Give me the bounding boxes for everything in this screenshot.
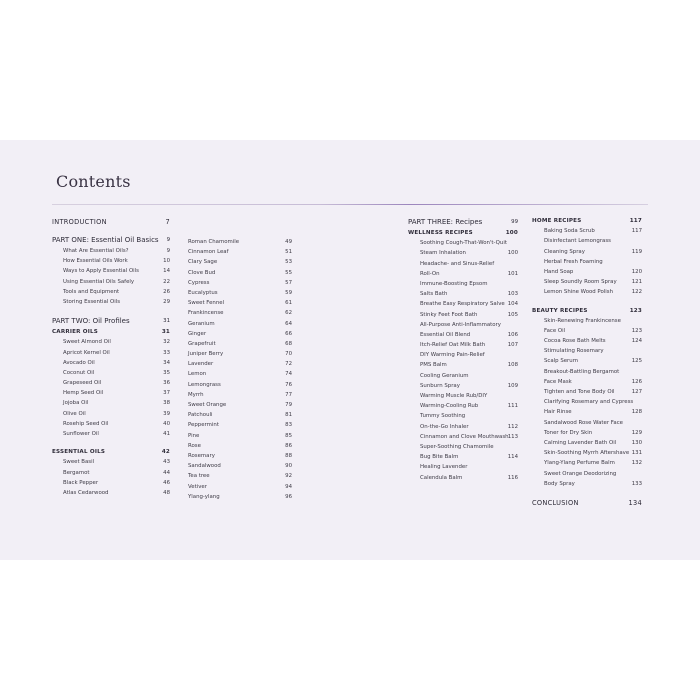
toc-entry-title: Roman Chamomile xyxy=(188,239,240,245)
toc-entry-page: 124 xyxy=(631,338,642,345)
toc-entry-title: Sweet Orange xyxy=(188,402,227,408)
toc-entry-title: Face Mask xyxy=(544,378,572,385)
toc-entry[interactable] xyxy=(532,316,642,326)
toc-entry-title: Scalp Serum xyxy=(544,358,578,365)
toc-entry-title: Stinky Feet Foot Bath xyxy=(420,311,478,318)
toc-entry-title: Apricot Kernel Oil xyxy=(63,349,110,356)
toc-entry-page: 133 xyxy=(631,480,642,487)
toc-entry-page: 101 xyxy=(507,270,518,277)
toc-list-wellness-recipes xyxy=(408,238,518,483)
toc-entry-title: Sandalwood Rose Water Face xyxy=(544,419,623,426)
toc-entry[interactable] xyxy=(188,308,292,318)
toc-entry-page: 22 xyxy=(163,278,170,285)
toc-entry-title: Cypress xyxy=(188,279,210,286)
toc-entry-page: 129 xyxy=(631,429,642,436)
toc-entry-title: Rose xyxy=(188,442,201,449)
toc-entry-title: Patchouli xyxy=(188,412,213,419)
toc-entry-title: All-Purpose Anti-Inflammatory xyxy=(420,321,501,328)
toc-entry-page: 55 xyxy=(285,269,292,276)
toc-entry-title: Bug Bite Balm xyxy=(420,454,459,461)
toc-entry[interactable] xyxy=(408,269,518,279)
toc-entry-page: 33 xyxy=(163,349,170,356)
toc-entry-page: 131 xyxy=(631,450,642,457)
toc-entry[interactable] xyxy=(52,277,170,287)
toc-entry-page: 51 xyxy=(285,249,292,256)
toc-section-beauty-recipes[interactable]: BEAUTY RECIPES 123 xyxy=(532,307,642,314)
toc-entry-title: Essential Oil Blend xyxy=(420,331,471,338)
toc-entry[interactable] xyxy=(52,478,170,488)
toc-entry-title: Tummy Soothing xyxy=(420,413,466,420)
toc-entry-title: Lemon xyxy=(188,371,207,378)
toc-entry-title: Itch-Relief Oat Milk Bath xyxy=(420,342,486,349)
toc-entry[interactable] xyxy=(52,457,170,467)
toc-part-two[interactable]: PART TWO: Oil Profiles 31 xyxy=(52,317,170,326)
toc-entry[interactable] xyxy=(52,388,170,398)
toc-entry-title: Black Pepper xyxy=(63,479,99,486)
toc-entry[interactable] xyxy=(408,259,518,269)
page-title: Contents xyxy=(56,172,131,191)
toc-entry[interactable] xyxy=(532,377,642,387)
toc-entry-title: Cleaning Spray xyxy=(544,248,585,255)
toc-list-beauty-recipes xyxy=(532,316,642,489)
toc-entry-page: 123 xyxy=(631,327,642,334)
toc-entry[interactable] xyxy=(52,429,170,439)
toc-part-three[interactable]: PART THREE: Recipes 99 xyxy=(408,218,518,226)
toc-entry-page: 44 xyxy=(163,469,170,476)
toc-entry-page: 36 xyxy=(163,380,170,387)
toc-entry-title: Lemongrass xyxy=(188,381,221,388)
toc-entry-page: 79 xyxy=(285,402,292,408)
toc-entry[interactable] xyxy=(408,442,518,452)
toc-entry-page: 120 xyxy=(631,268,642,275)
toc-entry-title: On-the-Go Inhaler xyxy=(420,423,469,430)
toc-entry[interactable] xyxy=(52,488,170,498)
toc-entry[interactable] xyxy=(532,397,642,407)
toc-entry[interactable] xyxy=(52,337,170,347)
toc-entry[interactable] xyxy=(188,400,292,410)
toc-entry-page: 121 xyxy=(631,279,642,286)
toc-entry-title: Super-Soothing Chamomile xyxy=(420,443,494,450)
toc-entry[interactable] xyxy=(188,349,292,359)
toc-entry[interactable] xyxy=(188,288,292,298)
toc-entry[interactable] xyxy=(532,267,642,277)
toc-entry-title: Juniper Berry xyxy=(188,351,224,358)
toc-entry-title: Sleep Soundly Room Spray xyxy=(544,279,617,286)
toc-entry-page: 46 xyxy=(163,479,170,486)
toc-entry-page: 109 xyxy=(507,382,518,389)
toc-entry[interactable] xyxy=(188,461,292,471)
toc-entry-title: Roll-On xyxy=(420,270,440,277)
toc-entry[interactable] xyxy=(188,247,292,257)
toc-entry-title: Olive Oil xyxy=(63,410,86,417)
toc-entry-page: 114 xyxy=(507,454,518,461)
toc-entry-title: Tighten and Tone Body Oil xyxy=(544,389,615,395)
toc-section-home-recipes[interactable]: HOME RECIPES 117 xyxy=(532,218,642,224)
toc-entry[interactable] xyxy=(532,326,642,336)
toc-entry[interactable] xyxy=(52,368,170,378)
toc-entry-title: Ginger xyxy=(188,330,207,337)
toc-entry-page: 53 xyxy=(285,259,292,266)
toc-entry-title: Eucalyptus xyxy=(188,289,218,296)
toc-entry-title: Lavender xyxy=(188,361,214,368)
toc-entry-page: 39 xyxy=(163,410,170,417)
toc-entry-page: 108 xyxy=(507,362,518,369)
toc-entry[interactable] xyxy=(532,469,642,479)
toc-entry-title: Body Spray xyxy=(544,480,575,487)
toc-entry-title: What Are Essential Oils? xyxy=(63,248,129,254)
toc-entry[interactable] xyxy=(408,299,518,309)
toc-entry[interactable] xyxy=(408,401,518,411)
toc-entry-title: Ways to Apply Essential Oils xyxy=(63,268,139,275)
toc-entry-title: Headache- and Sinus-Relief xyxy=(420,260,495,267)
toc-entry-page: 117 xyxy=(631,228,642,235)
toc-entry-title: Atlas Cedarwood xyxy=(63,489,109,496)
toc-entry-page: 81 xyxy=(285,412,292,419)
toc-entry[interactable] xyxy=(532,458,642,468)
toc-entry-page: 68 xyxy=(285,340,292,347)
toc-entry-title: Tea tree xyxy=(188,473,210,480)
toc-entry[interactable] xyxy=(408,289,518,299)
toc-entry-title: Myrrh xyxy=(188,391,204,398)
toc-entry-page: 92 xyxy=(285,473,292,480)
toc-entry[interactable] xyxy=(188,441,292,451)
toc-entry-page: 41 xyxy=(163,431,170,437)
toc-entry-page: 37 xyxy=(163,390,170,397)
toc-entry-title: Disinfectant Lemongrass xyxy=(544,238,611,245)
toc-entry-page: 132 xyxy=(631,460,642,467)
toc-entry-page: 106 xyxy=(507,331,518,338)
toc-entry-page: 61 xyxy=(285,300,292,307)
toc-entry-title: Cooling Geranium xyxy=(420,372,469,379)
toc-entry[interactable] xyxy=(52,266,170,276)
toc-entry-page: 88 xyxy=(285,452,292,459)
toc-entry-title: Sunburn Spray xyxy=(420,382,460,389)
toc-entry-page: 119 xyxy=(631,248,642,255)
toc-entry-title: Breathe Easy Respiratory Salve xyxy=(420,301,505,308)
toc-entry[interactable] xyxy=(408,360,518,370)
toc-entry-title: Sweet Almond Oil xyxy=(63,339,111,346)
toc-entry[interactable] xyxy=(52,378,170,388)
toc-entry-title: Warming Muscle Rub/DIY xyxy=(420,393,488,399)
toc-entry-title: Warming-Cooling Rub xyxy=(420,403,479,410)
toc-entry[interactable] xyxy=(532,247,642,257)
toc-entry-page: 48 xyxy=(163,489,170,496)
toc-part-one[interactable]: PART ONE: Essential Oil Basics 9 xyxy=(52,236,170,244)
toc-entry[interactable] xyxy=(532,387,642,397)
toc-entry[interactable] xyxy=(188,339,292,349)
toc-entry[interactable] xyxy=(408,422,518,432)
toc-entry[interactable] xyxy=(52,468,170,478)
toc-entry[interactable] xyxy=(408,432,518,442)
toc-entry[interactable] xyxy=(532,277,642,287)
toc-entry[interactable] xyxy=(532,356,642,366)
toc-entry-page: 128 xyxy=(631,409,642,416)
toc-entry-page: 112 xyxy=(507,423,518,430)
toc-entry-page: 38 xyxy=(163,400,170,407)
toc-entry[interactable] xyxy=(532,407,642,417)
toc-entry-title: Calendula Balm xyxy=(420,474,463,481)
toc-column-2 xyxy=(188,237,292,502)
toc-entry-title: Clove Bud xyxy=(188,269,216,276)
toc-entry-title: Hemp Seed Oil xyxy=(63,390,104,397)
toc-entry-title: Soothing Cough-That-Won't-Quit xyxy=(420,240,507,247)
toc-entry[interactable] xyxy=(188,319,292,329)
toc-entry[interactable] xyxy=(188,369,292,379)
toc-entry[interactable] xyxy=(408,452,518,462)
toc-entry-page: 40 xyxy=(163,420,170,427)
toc-entry-title: Hair Rinse xyxy=(544,409,572,416)
toc-entry[interactable] xyxy=(408,248,518,258)
toc-entry-title: Storing Essential Oils xyxy=(63,298,121,305)
toc-entry-title: Sweet Basil xyxy=(63,459,95,466)
toc-entry[interactable] xyxy=(188,257,292,267)
toc-entry-title: Jojoba Oil xyxy=(63,400,89,407)
toc-entry[interactable] xyxy=(532,479,642,489)
toc-entry-title: DIY Warming Pain-Relief xyxy=(420,352,485,359)
toc-entry[interactable] xyxy=(188,471,292,481)
toc-entry-title: Ylang-Ylang Perfume Balm xyxy=(544,460,615,467)
toc-entry[interactable] xyxy=(532,226,642,236)
toc-entry-title: Baking Soda Scrub xyxy=(544,228,595,235)
toc-entry[interactable] xyxy=(532,367,642,377)
toc-entry-page: 107 xyxy=(507,342,518,349)
toc-entry-page: 103 xyxy=(507,291,518,298)
toc-entry-title: Peppermint xyxy=(188,422,219,429)
toc-entry[interactable] xyxy=(408,330,518,340)
toc-entry-page: 14 xyxy=(163,268,170,275)
toc-entry-page: 113 xyxy=(507,433,518,440)
toc-entry-title: Calming Lavender Bath Oil xyxy=(544,439,617,446)
toc-entry[interactable] xyxy=(408,340,518,350)
toc-entry[interactable] xyxy=(408,320,518,330)
toc-entry-title: Sandalwood xyxy=(188,463,221,470)
toc-entry-title: Bergamot xyxy=(63,469,90,476)
toc-entry[interactable] xyxy=(188,420,292,430)
toc-entry[interactable] xyxy=(408,310,518,320)
toc-entry-page: 29 xyxy=(163,298,170,305)
toc-entry-page: 35 xyxy=(163,369,170,376)
toc-entry-page: 130 xyxy=(631,439,642,446)
toc-entry-title: Vetiver xyxy=(188,483,207,490)
toc-entry[interactable] xyxy=(52,419,170,429)
toc-column-3 xyxy=(408,216,518,483)
toc-column-4 xyxy=(532,216,642,509)
toc-entry-page: 43 xyxy=(163,459,170,466)
toc-entry-page: 66 xyxy=(285,330,292,337)
toc-entry-page: 9 xyxy=(166,248,170,254)
toc-entry-page: 86 xyxy=(285,442,292,449)
toc-entry-title: Frankincense xyxy=(188,310,224,317)
toc-entry[interactable] xyxy=(52,256,170,266)
toc-entry-page: 83 xyxy=(285,422,292,429)
toc-entry-title: Herbal Fresh Foaming xyxy=(544,258,603,265)
toc-entry[interactable] xyxy=(408,391,518,401)
toc-entry-page: 49 xyxy=(285,239,292,245)
toc-entry[interactable] xyxy=(188,431,292,441)
toc-list-home-recipes xyxy=(532,226,642,297)
toc-entry[interactable] xyxy=(188,359,292,369)
toc-entry-title: Cinnamon and Clove Mouthwash xyxy=(420,433,509,440)
toc-entry[interactable] xyxy=(532,346,642,356)
toc-entry-introduction[interactable]: INTRODUCTION 7 xyxy=(52,218,170,226)
toc-entry[interactable] xyxy=(188,410,292,420)
toc-entry-title: Face Oil xyxy=(544,327,566,334)
toc-entry[interactable] xyxy=(408,473,518,483)
toc-entry-title: Clary Sage xyxy=(188,259,218,266)
toc-entry[interactable] xyxy=(408,350,518,360)
toc-entry-title: Rosemary xyxy=(188,452,215,459)
toc-entry-title: Sweet Fennel xyxy=(188,300,225,307)
toc-entry[interactable] xyxy=(532,418,642,428)
toc-entry[interactable] xyxy=(188,278,292,288)
toc-entry-page: 111 xyxy=(507,403,518,410)
toc-entry-page: 10 xyxy=(163,258,170,265)
toc-entry[interactable] xyxy=(532,428,642,438)
toc-entry[interactable] xyxy=(52,287,170,297)
toc-list-carrier-oils xyxy=(52,337,170,439)
toc-entry-title: Cinnamon Leaf xyxy=(188,249,229,256)
toc-list-essential-oils xyxy=(52,457,170,498)
toc-entry-page: 125 xyxy=(631,358,642,365)
toc-entry-page: 116 xyxy=(507,474,518,481)
toc-entry[interactable] xyxy=(52,348,170,358)
toc-entry-title: Salts Bath xyxy=(420,291,448,298)
toc-entry-title: Clarifying Rosemary and Cypress xyxy=(544,399,634,406)
toc-entry-title: Ylang-ylang xyxy=(188,493,220,500)
toc-column-1 xyxy=(52,216,170,498)
toc-entry-title: Avocado Oil xyxy=(63,359,95,366)
toc-entry[interactable] xyxy=(188,329,292,339)
toc-section-carrier-oils[interactable]: CARRIER OILS 31 xyxy=(52,329,170,336)
toc-entry-title: Rosehip Seed Oil xyxy=(63,420,109,427)
toc-entry[interactable] xyxy=(52,409,170,419)
toc-entry-title: Stimulating Rosemary xyxy=(544,348,604,355)
toc-entry[interactable] xyxy=(532,287,642,297)
toc-entry[interactable] xyxy=(408,371,518,381)
toc-entry-page: 62 xyxy=(285,310,292,317)
toc-entry-title: Steam Inhalation xyxy=(420,250,466,257)
toc-entry[interactable] xyxy=(52,246,170,256)
toc-entry-page: 26 xyxy=(163,288,170,295)
toc-entry-page: 96 xyxy=(285,493,292,500)
toc-entry-title: Coconut Oil xyxy=(63,369,95,376)
toc-entry-page: 105 xyxy=(507,311,518,318)
toc-entry-page: 104 xyxy=(507,301,518,308)
toc-entry-title: PMS Balm xyxy=(420,362,447,369)
toc-entry[interactable] xyxy=(188,451,292,461)
toc-entry[interactable] xyxy=(188,482,292,492)
toc-entry-title: Healing Lavender xyxy=(420,464,468,471)
contents-page xyxy=(0,140,700,560)
toc-entry-title: Breakout-Battling Bergamot xyxy=(544,368,620,375)
toc-entry-title: Lemon Shine Wood Polish xyxy=(544,289,614,296)
toc-entry-title: Skin-Renewing Frankincense xyxy=(544,317,621,324)
title-divider xyxy=(52,204,648,205)
toc-entry[interactable] xyxy=(532,438,642,448)
toc-entry-page: 76 xyxy=(285,381,292,388)
toc-entry-page: 126 xyxy=(631,378,642,385)
toc-entry-page: 100 xyxy=(507,250,518,257)
toc-entry-page: 122 xyxy=(631,289,642,296)
toc-entry-title: Grapefruit xyxy=(188,340,216,347)
toc-section-wellness-recipes[interactable]: WELLNESS RECIPES 100 xyxy=(408,230,518,236)
toc-entry[interactable] xyxy=(188,298,292,308)
toc-entry-page: 64 xyxy=(285,320,292,327)
toc-entry[interactable] xyxy=(408,238,518,248)
toc-entry-page: 74 xyxy=(285,371,292,378)
toc-entry-title: Hand Soap xyxy=(544,268,574,275)
toc-entry-title: Sweet Orange Deodorizing xyxy=(544,470,617,477)
toc-entry[interactable] xyxy=(188,268,292,278)
toc-list-basics xyxy=(52,246,170,307)
toc-entry-page: 32 xyxy=(163,339,170,346)
toc-entry-page: 90 xyxy=(285,463,292,470)
toc-entry-page: 85 xyxy=(285,432,292,439)
toc-entry[interactable] xyxy=(188,380,292,390)
toc-entry[interactable] xyxy=(408,279,518,289)
toc-entry-page: 127 xyxy=(631,389,642,395)
toc-entry[interactable] xyxy=(188,492,292,502)
toc-entry-title: Immune-Boosting Epsom xyxy=(420,280,488,287)
toc-entry[interactable] xyxy=(52,358,170,368)
toc-entry-page: 70 xyxy=(285,351,292,358)
toc-entry-title: Toner for Dry Skin xyxy=(544,429,593,436)
toc-list-essential-oils-cont xyxy=(188,237,292,502)
toc-entry-title: How Essential Oils Work xyxy=(63,258,128,265)
toc-entry-title: Skin-Soothing Myrrh Aftershave xyxy=(544,450,630,457)
toc-entry-title: Tools and Equipment xyxy=(63,288,120,295)
toc-entry-page: 94 xyxy=(285,483,292,490)
toc-entry[interactable] xyxy=(408,462,518,472)
toc-entry-title: Using Essential Oils Safely xyxy=(63,278,135,285)
toc-entry-title: Cocoa Rose Bath Melts xyxy=(544,338,606,345)
toc-entry[interactable] xyxy=(408,411,518,421)
toc-entry[interactable] xyxy=(52,398,170,408)
toc-entry-title: Pine xyxy=(188,432,200,439)
toc-section-essential-oils[interactable]: ESSENTIAL OILS 42 xyxy=(52,449,170,456)
toc-entry[interactable] xyxy=(52,297,170,307)
toc-entry-conclusion[interactable]: CONCLUSION 134 xyxy=(532,498,642,507)
toc-entry-page: 77 xyxy=(285,391,292,398)
toc-entry[interactable] xyxy=(532,448,642,458)
toc-entry[interactable] xyxy=(532,257,642,267)
toc-entry-page: 72 xyxy=(285,361,292,368)
toc-entry-title: Sunflower Oil xyxy=(63,431,99,437)
toc-entry[interactable] xyxy=(532,336,642,346)
toc-entry-title: Grapeseed Oil xyxy=(63,380,102,387)
toc-entry-page: 34 xyxy=(163,359,170,366)
toc-entry[interactable] xyxy=(188,237,292,247)
toc-entry[interactable] xyxy=(188,390,292,400)
toc-entry-page: 57 xyxy=(285,279,292,286)
toc-entry-title: Geranium xyxy=(188,320,215,327)
toc-entry[interactable] xyxy=(532,236,642,246)
toc-entry-page: 59 xyxy=(285,289,292,296)
toc-entry[interactable] xyxy=(408,381,518,391)
